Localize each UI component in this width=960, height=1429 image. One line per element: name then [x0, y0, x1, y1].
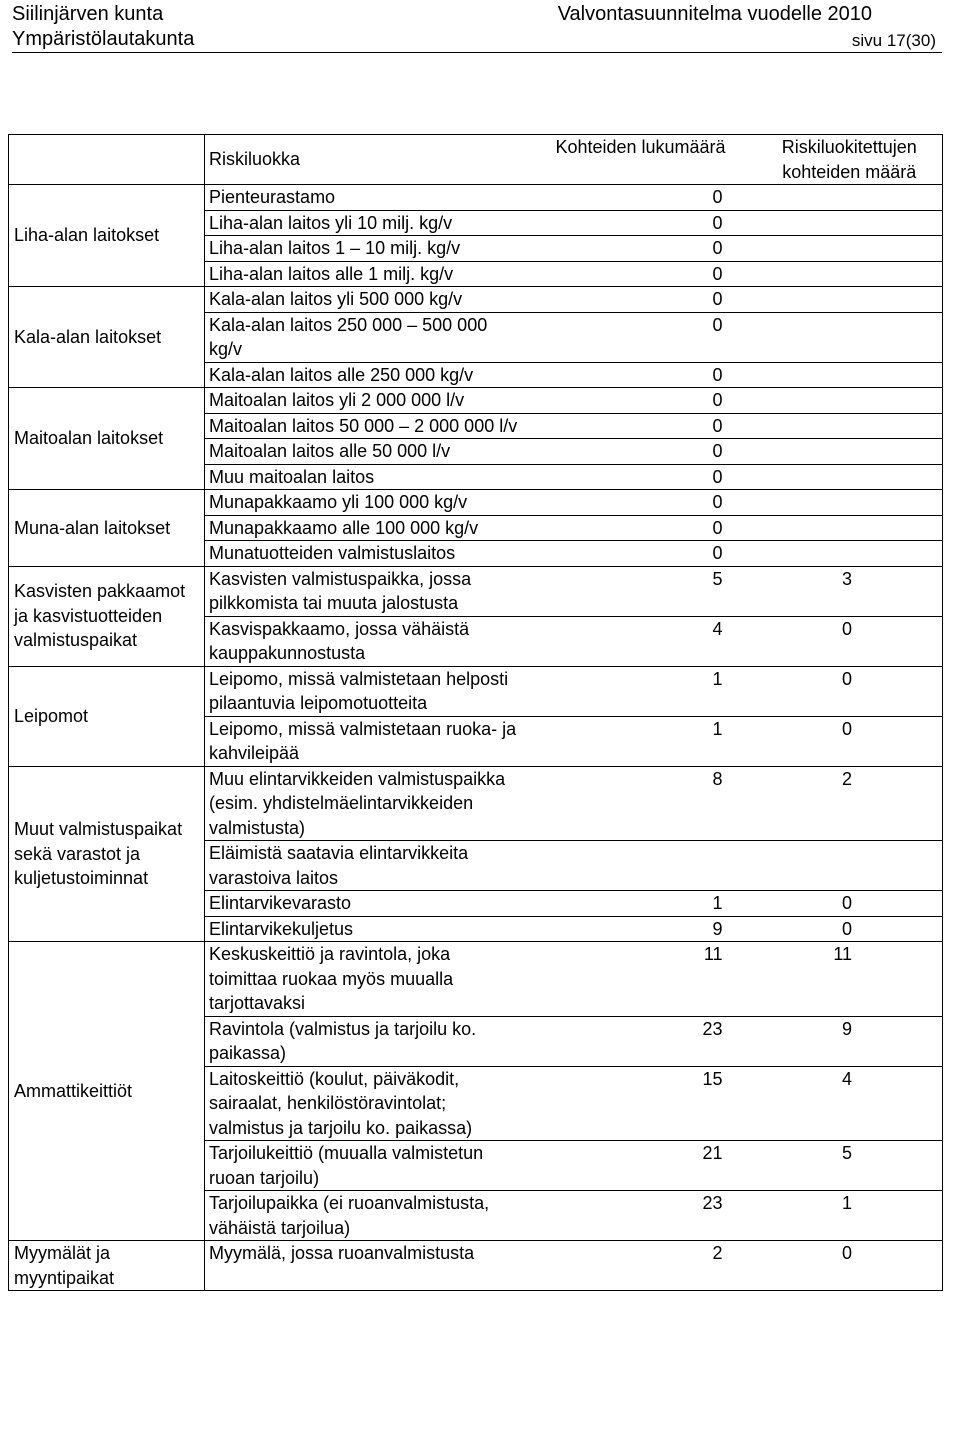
classified-cell [757, 261, 943, 287]
risk-class-cell: Liha-alan laitos yli 10 milj. kg/v [205, 210, 525, 236]
count-cell: 1 [525, 716, 757, 766]
classified-cell: 9 [757, 1016, 943, 1066]
risk-class-cell: Laitoskeittiö (koulut, päiväkodit, sairaalat, henkilöstöravintolat; valmistus ja tarjoilu ko. paikassa) [205, 1066, 525, 1141]
risk-class-cell: Myymälä, jossa ruoanvalmistusta [205, 1241, 525, 1291]
table-row [9, 766, 943, 841]
risk-class-cell: Kala-alan laitos alle 250 000 kg/v [205, 362, 525, 388]
risk-class-cell: Munapakkaamo alle 100 000 kg/v [205, 515, 525, 541]
group-name-cell: Leipomot [9, 666, 205, 766]
risk-class-cell: Liha-alan laitos 1 – 10 milj. kg/v [205, 236, 525, 262]
count-cell: 23 [525, 1016, 757, 1066]
table-row [9, 666, 943, 716]
risk-class-cell: Leipomo, missä valmistetaan ruoka- ja kahvileipää [205, 716, 525, 766]
group-name-cell: Muna-alan laitokset [9, 490, 205, 567]
group-header-cell [9, 135, 205, 185]
classified-cell: 0 [757, 1241, 943, 1291]
classified-cell: 3 [757, 566, 943, 616]
count-cell [525, 841, 757, 891]
classified-cell [757, 210, 943, 236]
risk-class-cell: Ravintola (valmistus ja tarjoilu ko. paikassa) [205, 1016, 525, 1066]
count-cell: 0 [525, 287, 757, 313]
count-cell: 1 [525, 666, 757, 716]
risk-class-cell: Kasvispakkaamo, jossa vähäistä kauppakunnostusta [205, 616, 525, 666]
risk-class-cell: Leipomo, missä valmistetaan helposti pilaantuvia leipomotuotteita [205, 666, 525, 716]
group-name-cell: Muut valmistuspaikat sekä varastot ja kuljetustoiminnat [9, 766, 205, 942]
classified-cell: 4 [757, 1066, 943, 1141]
risk-class-cell: Kala-alan laitos yli 500 000 kg/v [205, 287, 525, 313]
classified-cell [757, 312, 943, 362]
group-name-cell: Kasvisten pakkaamot ja kasvistuotteiden valmistuspaikat [9, 566, 205, 666]
count-cell: 0 [525, 261, 757, 287]
group-name-cell: Maitoalan laitokset [9, 388, 205, 490]
risk-class-cell: Maitoalan laitos yli 2 000 000 l/v [205, 388, 525, 414]
count-cell: 2 [525, 1241, 757, 1291]
classified-cell: 1 [757, 1191, 943, 1241]
count-cell: 8 [525, 766, 757, 841]
risk-class-cell: Elintarvikevarasto [205, 891, 525, 917]
count-cell: 11 [525, 942, 757, 1017]
risk-class-cell: Kala-alan laitos 250 000 – 500 000 kg/v [205, 312, 525, 362]
count-cell: 1 [525, 891, 757, 917]
count-cell: 0 [525, 362, 757, 388]
plan-title: Valvontasuunnitelma vuodelle 2010 [557, 3, 872, 25]
risk-class-table [8, 134, 943, 1291]
table-header-row [9, 135, 943, 185]
municipality-name: Siilinjärven kunta [12, 3, 164, 25]
risk-class-cell: Keskuskeittiö ja ravintola, joka toimittaa ruokaa myös muualla tarjottavaksi [205, 942, 525, 1017]
classified-cell: 2 [757, 766, 943, 841]
group-name-cell: Ammattikeittiöt [9, 942, 205, 1241]
table-row [9, 388, 943, 414]
risk-class-cell: Liha-alan laitos alle 1 milj. kg/v [205, 261, 525, 287]
count-cell: 0 [525, 541, 757, 567]
table-body [9, 185, 943, 1291]
table-row [9, 185, 943, 211]
classified-cell: 0 [757, 616, 943, 666]
classified-cell: 5 [757, 1141, 943, 1191]
risk-class-cell: Elintarvikekuljetus [205, 916, 525, 942]
classified-cell [757, 515, 943, 541]
table-row [9, 490, 943, 516]
classified-cell [757, 439, 943, 465]
classified-cell [757, 841, 943, 891]
classified-cell: 0 [757, 916, 943, 942]
count-cell: 5 [525, 566, 757, 616]
classified-cell [757, 541, 943, 567]
classified-cell: 11 [757, 942, 943, 1017]
classified-cell: 0 [757, 666, 943, 716]
classified-cell [757, 413, 943, 439]
count-cell: 9 [525, 916, 757, 942]
group-name-cell: Myymälät ja myyntipaikat [9, 1241, 205, 1291]
risk-class-cell: Muu maitoalan laitos [205, 464, 525, 490]
table-row [9, 566, 943, 616]
count-cell: 15 [525, 1066, 757, 1141]
table-row [9, 1241, 943, 1291]
count-cell: 0 [525, 388, 757, 414]
risk-class-cell: Kasvisten valmistuspaikka, jossa pilkkomista tai muuta jalostusta [205, 566, 525, 616]
risk-class-cell: Munatuotteiden valmistuslaitos [205, 541, 525, 567]
count-cell: 0 [525, 490, 757, 516]
risk-class-cell: Munapakkaamo yli 100 000 kg/v [205, 490, 525, 516]
risk-class-cell: Tarjoilupaikka (ei ruoanvalmistusta, vähäistä tarjoilua) [205, 1191, 525, 1241]
classified-cell [757, 185, 943, 211]
classified-header: Riskiluokitettujen kohteiden määrä [757, 135, 943, 185]
page-number: sivu 17(30) [851, 31, 936, 50]
risk-class-cell: Maitoalan laitos alle 50 000 l/v [205, 439, 525, 465]
classified-cell [757, 362, 943, 388]
classified-cell [757, 287, 943, 313]
classified-cell [757, 464, 943, 490]
classified-cell: 0 [757, 716, 943, 766]
table-row [9, 287, 943, 313]
count-cell: 0 [525, 185, 757, 211]
risk-class-cell: Tarjoilukeittiö (muualla valmistetun ruoan tarjoilu) [205, 1141, 525, 1191]
count-cell: 4 [525, 616, 757, 666]
classified-cell [757, 236, 943, 262]
classified-cell: 0 [757, 891, 943, 917]
risk-class-header: Riskiluokka [205, 135, 525, 185]
count-cell: 23 [525, 1191, 757, 1241]
page-header [12, 0, 942, 53]
count-cell: 0 [525, 413, 757, 439]
committee-name: Ympäristölautakunta [12, 28, 195, 50]
group-name-cell: Kala-alan laitokset [9, 287, 205, 388]
count-header: Kohteiden lukumäärä [525, 135, 757, 185]
group-name-cell: Liha-alan laitokset [9, 185, 205, 287]
count-cell: 0 [525, 236, 757, 262]
risk-class-cell: Pienteurastamo [205, 185, 525, 211]
count-cell: 0 [525, 210, 757, 236]
classified-cell [757, 490, 943, 516]
table-row [9, 942, 943, 1017]
count-cell: 21 [525, 1141, 757, 1191]
count-cell: 0 [525, 312, 757, 362]
count-cell: 0 [525, 464, 757, 490]
risk-class-cell: Maitoalan laitos 50 000 – 2 000 000 l/v [205, 413, 525, 439]
count-cell: 0 [525, 439, 757, 465]
count-cell: 0 [525, 515, 757, 541]
classified-cell [757, 388, 943, 414]
risk-class-cell: Muu elintarvikkeiden valmistuspaikka (esim. yhdistelmäelintarvikkeiden valmistusta) [205, 766, 525, 841]
risk-class-cell: Eläimistä saatavia elintarvikkeita varastoiva laitos [205, 841, 525, 891]
